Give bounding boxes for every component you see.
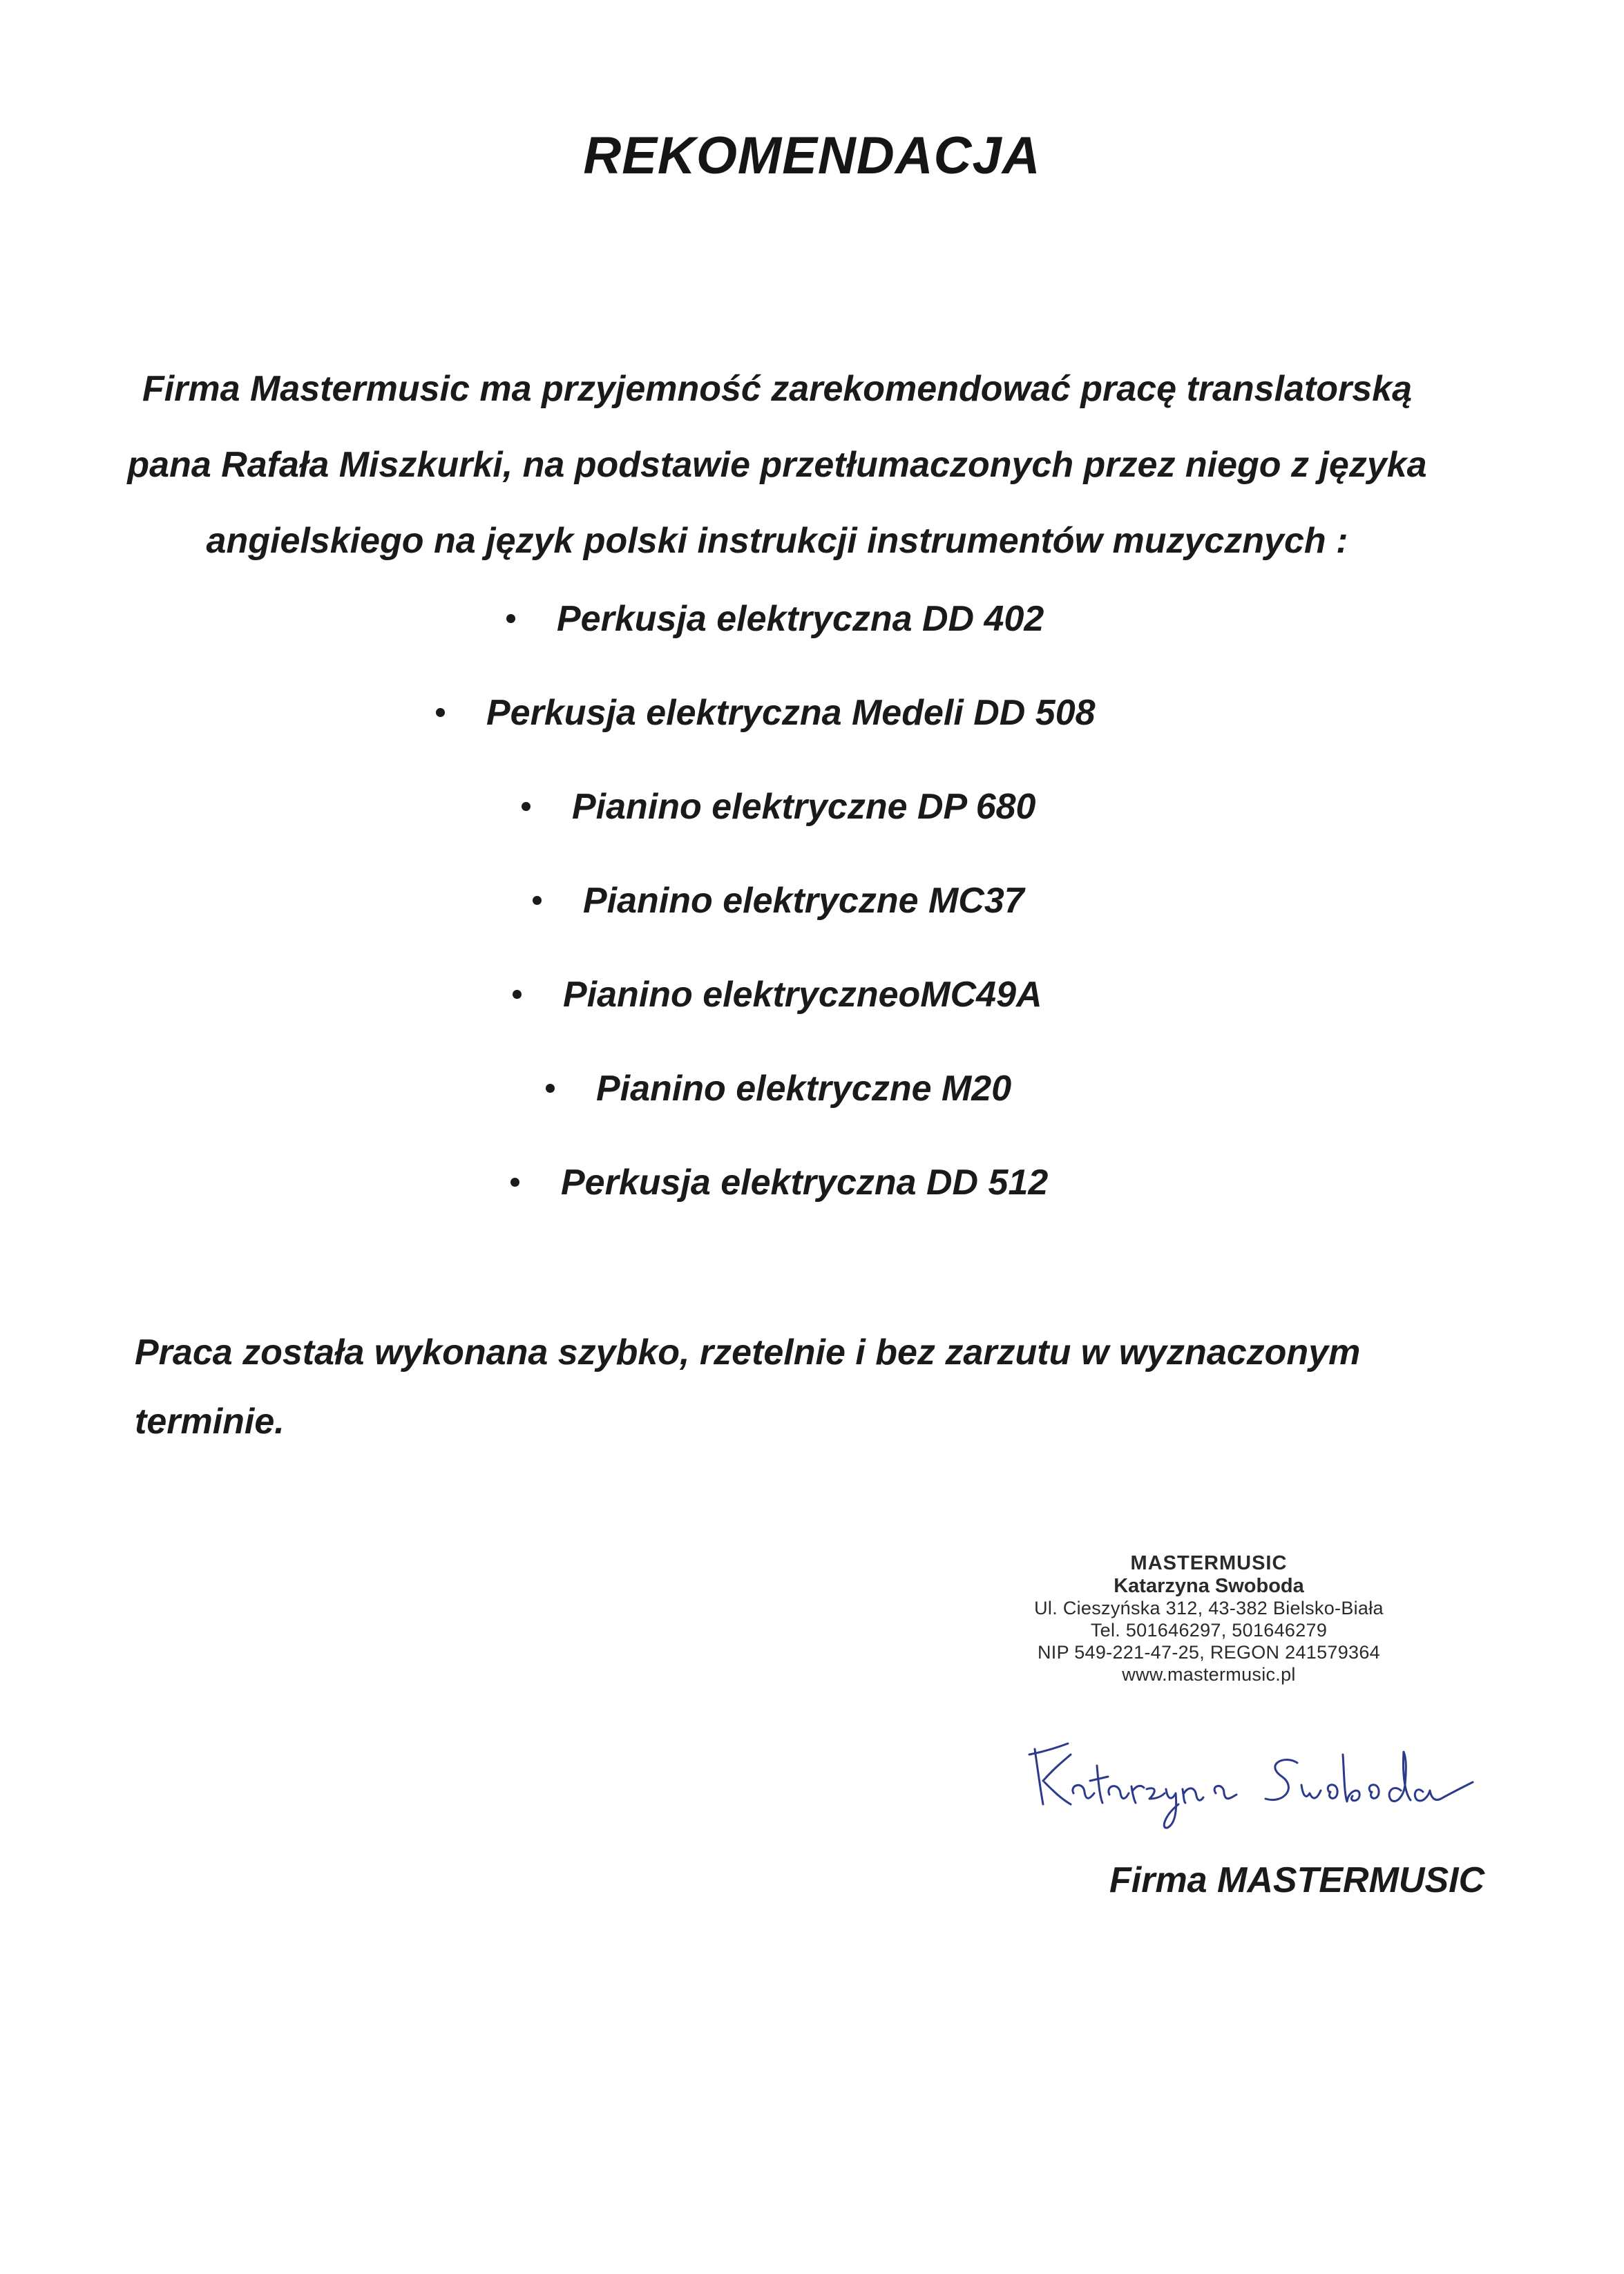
bullet-icon: [522, 802, 531, 811]
closing-paragraph: [135, 1318, 1516, 1456]
intro-line: pana Rafała Miszkurki, na podstawie przetłumaczonych przez niego z języka: [127, 445, 1427, 485]
list-item: [0, 854, 1624, 948]
bullet-icon: [513, 990, 522, 999]
stamp-company: MASTERMUSIC: [1130, 1552, 1288, 1574]
list-item: [0, 948, 1624, 1042]
footer-signatory: Firma MASTERMUSIC: [1109, 1860, 1485, 1900]
list-item-text: Perkusja elektryczna DD 512: [561, 1163, 1049, 1203]
bullet-icon: [533, 896, 542, 905]
intro-line: Firma Mastermusic ma przyjemność zarekomendować pracę translatorską: [142, 369, 1413, 409]
closing-line: Praca została wykonana szybko, rzetelnie i bez zarzutu w wyznaczonym: [135, 1332, 1361, 1373]
instrument-list: [0, 572, 1624, 1230]
bullet-icon: [436, 708, 445, 717]
list-item-text: Pianino elektryczneoMC49A: [563, 975, 1042, 1015]
bullet-icon: [546, 1084, 555, 1093]
closing-line: terminie.: [135, 1402, 285, 1442]
stamp-address: Ul. Cieszyńska 312, 43-382 Bielsko-Biała: [1034, 1598, 1384, 1618]
list-item-text: Pianino elektryczne MC37: [583, 881, 1024, 921]
stamp-phone: Tel. 501646297, 501646279: [1090, 1620, 1328, 1641]
stamp-website: www.mastermusic.pl: [1122, 1664, 1296, 1685]
intro-line: angielskiego na język polski instrukcji instrumentów muzycznych :: [206, 521, 1348, 561]
intro-paragraph: [41, 351, 1513, 579]
bullet-icon: [506, 614, 515, 623]
list-item-text: Pianino elektryczne M20: [596, 1069, 1012, 1109]
list-item-text: Perkusja elektryczna Medeli DD 508: [486, 693, 1096, 733]
list-item: [0, 1136, 1624, 1230]
stamp-ids: NIP 549-221-47-25, REGON 241579364: [1037, 1642, 1380, 1663]
company-stamp: [988, 1551, 1430, 1685]
list-item: [0, 760, 1624, 854]
handwritten-signature: [1022, 1727, 1478, 1831]
list-item: [0, 1042, 1624, 1136]
list-item: [0, 666, 1624, 760]
list-item: [0, 572, 1624, 666]
stamp-person: Katarzyna Swoboda: [1114, 1575, 1304, 1597]
bullet-icon: [510, 1178, 519, 1187]
list-item-text: Perkusja elektryczna DD 402: [557, 599, 1044, 639]
list-item-text: Pianino elektryczne DP 680: [572, 787, 1036, 827]
document-title: REKOMENDACJA: [583, 126, 1041, 185]
